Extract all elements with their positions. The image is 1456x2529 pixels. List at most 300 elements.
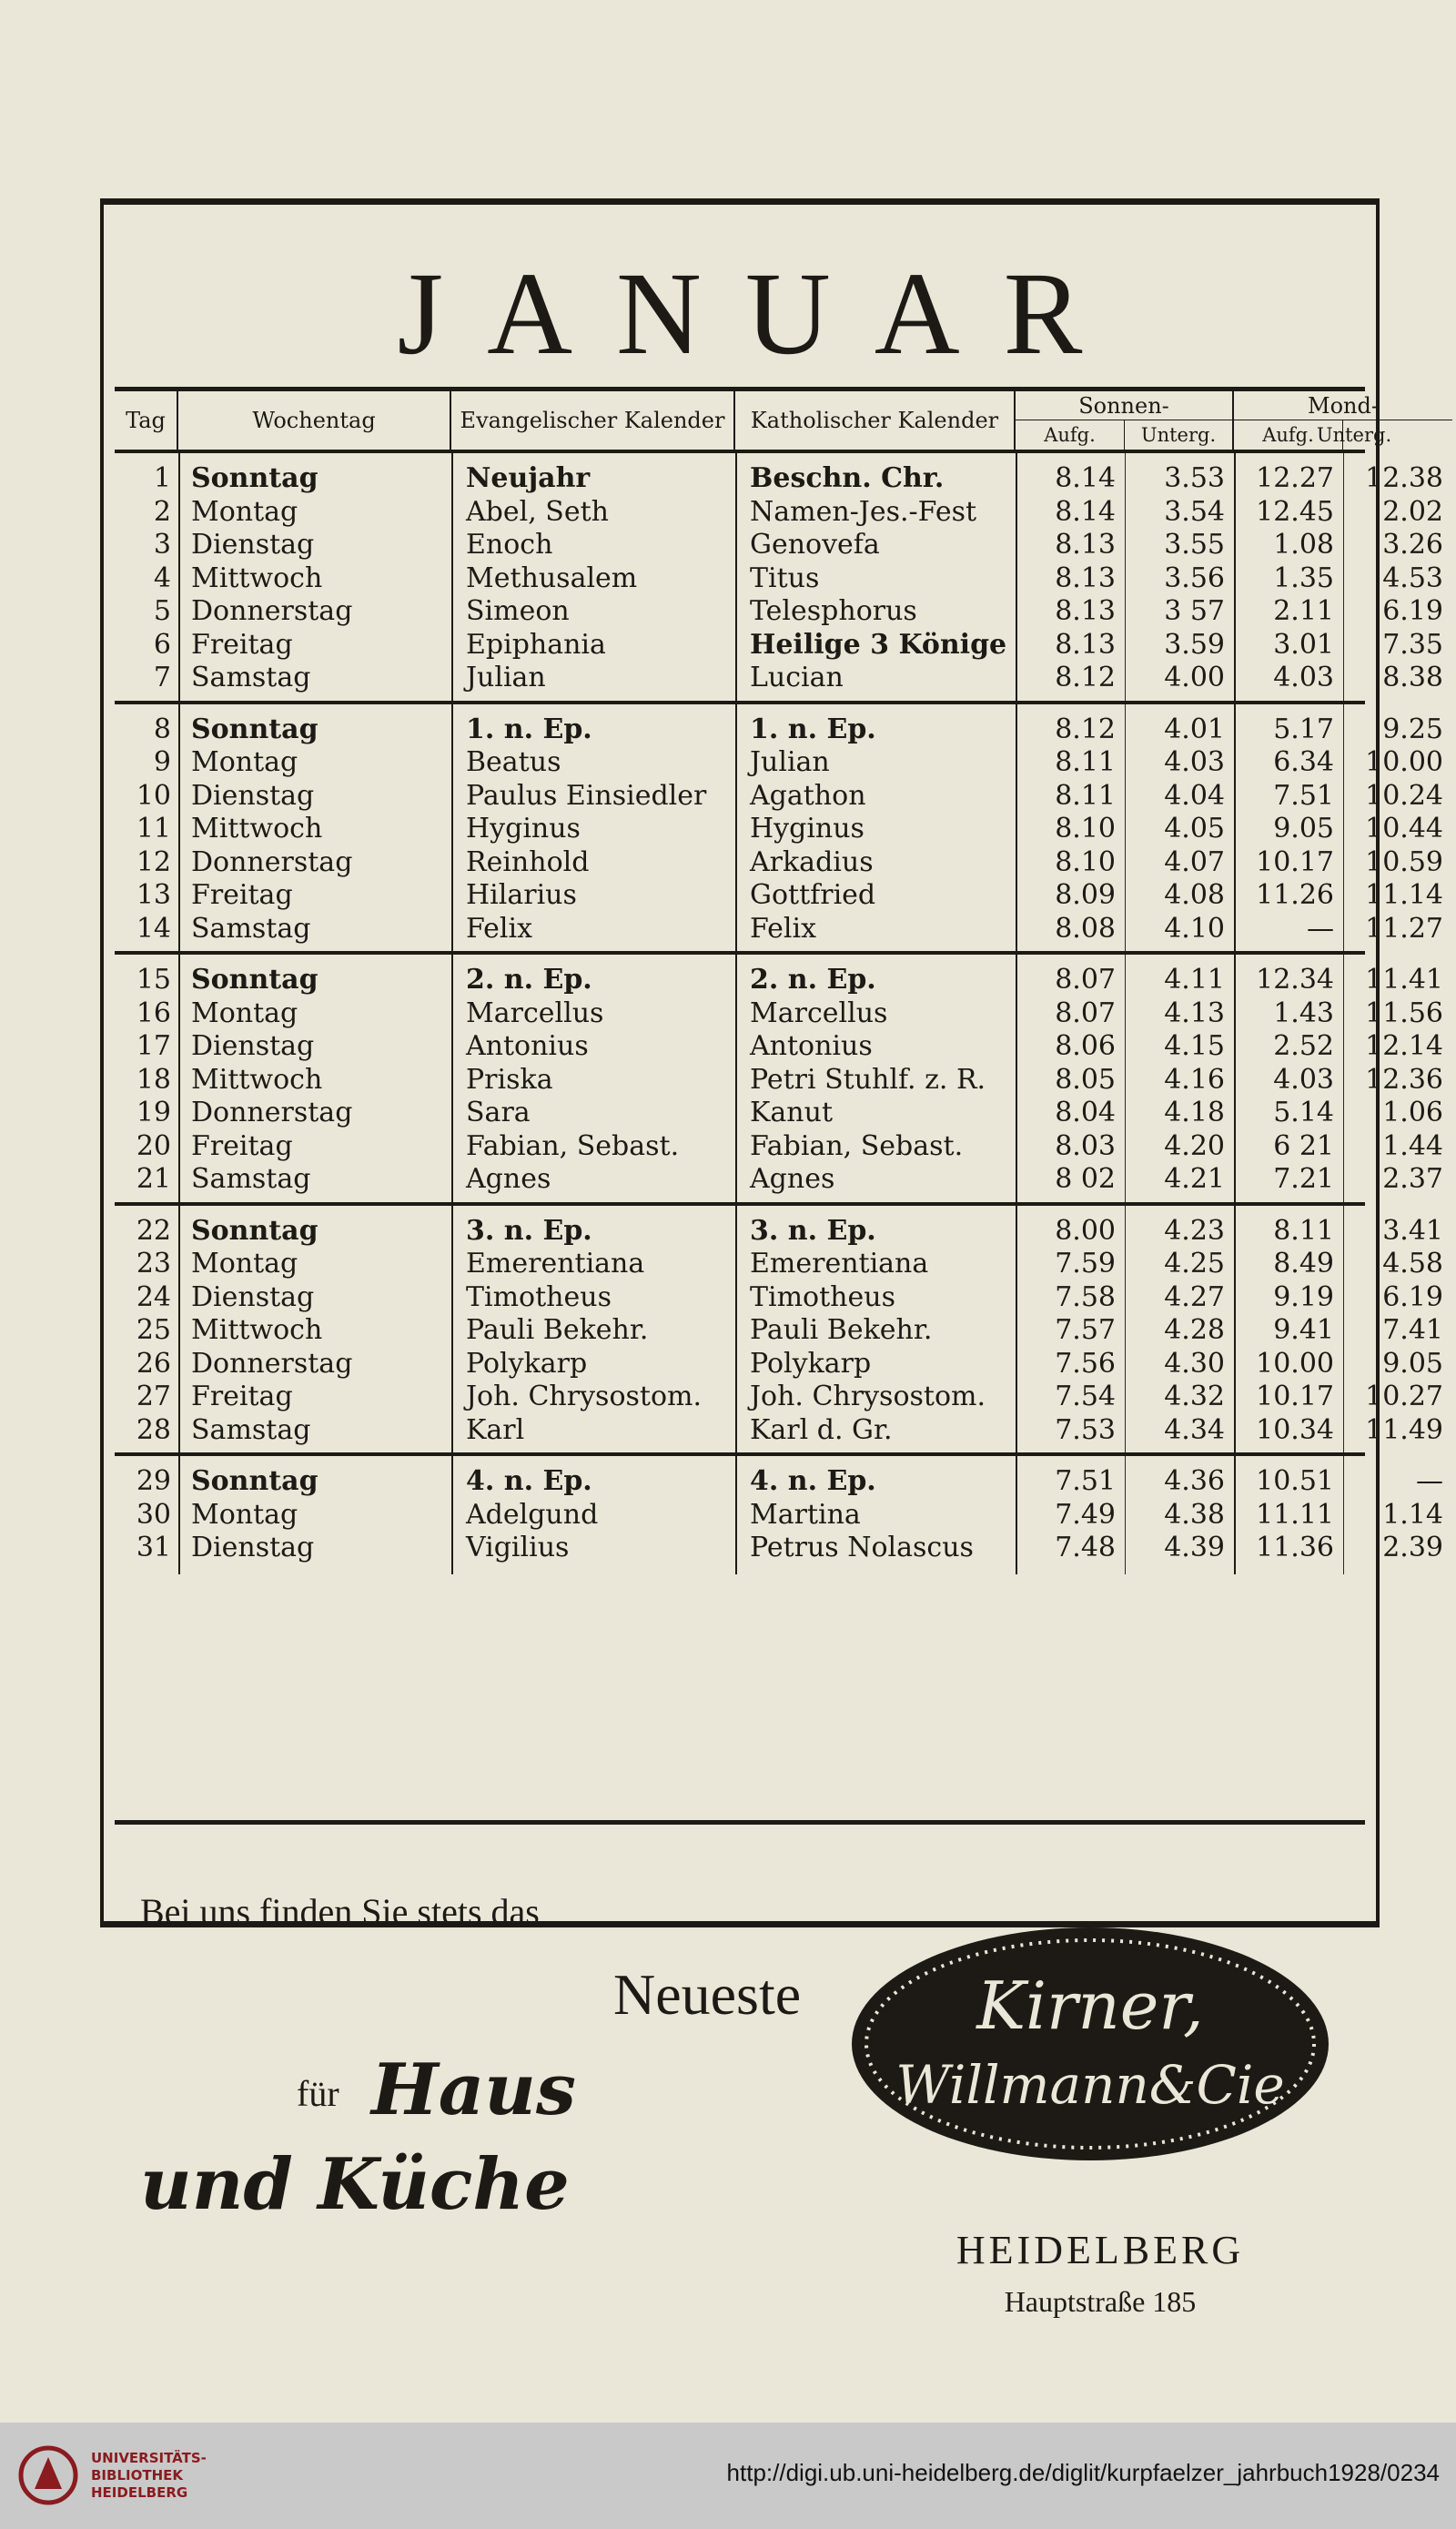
cell-ev: Paulus Einsiedler	[466, 779, 707, 812]
cell-ma: 2.52	[1273, 1030, 1334, 1062]
cell-sa: 8 02	[1055, 1163, 1116, 1195]
kirner-willmann-logo	[844, 1921, 1336, 2167]
week-block	[115, 1456, 1443, 1574]
cell-sa: 7.58	[1055, 1280, 1116, 1313]
table-row	[115, 495, 1443, 530]
cell-weekday: Mittwoch	[191, 1063, 323, 1096]
cell-ma: 2.11	[1273, 595, 1334, 627]
cell-day: 15	[136, 964, 171, 996]
cell-kath: Polykarp	[750, 1347, 872, 1380]
cell-kath: Timotheus	[750, 1280, 895, 1313]
cell-ma: 9.19	[1273, 1280, 1334, 1313]
cell-ma: 10.51	[1256, 1465, 1334, 1497]
cell-sa: 8.07	[1055, 964, 1116, 996]
cell-weekday: Mittwoch	[191, 1314, 323, 1346]
cell-day: 30	[136, 1498, 171, 1531]
table-row	[115, 1532, 1443, 1565]
cell-mu: 6.19	[1382, 1280, 1443, 1313]
cell-day: 10	[136, 779, 171, 812]
cell-sa: 8.13	[1055, 561, 1116, 594]
cell-kath: Felix	[750, 912, 817, 945]
cell-ma: 4.03	[1273, 1063, 1334, 1096]
cell-kath: Beschn. Chr.	[750, 462, 945, 494]
cell-kath: Telesphorus	[750, 595, 917, 627]
cell-ev: Neujahr	[466, 462, 591, 494]
cell-ev: Sara	[466, 1097, 531, 1128]
viewer-footer	[0, 2423, 1456, 2529]
cell-mu: 11.49	[1365, 1413, 1443, 1446]
cell-ev: Agnes	[466, 1163, 551, 1195]
cell-ev: Polykarp	[466, 1347, 588, 1380]
cell-day: 12	[136, 845, 171, 878]
table-row	[115, 879, 1443, 913]
cell-weekday: Mittwoch	[191, 813, 323, 845]
cell-weekday: Montag	[191, 746, 298, 778]
ad-intro-text: Bei uns finden Sie stets das	[140, 1891, 540, 1932]
cell-su: 4.15	[1164, 1030, 1225, 1062]
cell-weekday: Montag	[191, 495, 298, 528]
cell-kath: 2. n. Ep.	[750, 964, 876, 996]
table-row	[115, 912, 1443, 946]
cell-ma: 5.17	[1273, 713, 1334, 745]
table-row	[115, 1465, 1443, 1499]
cell-day: 22	[136, 1214, 171, 1247]
advertisement	[104, 1834, 1376, 2318]
calendar-table	[115, 387, 1443, 1825]
cell-mu: —	[1416, 1465, 1443, 1497]
cell-day: 28	[136, 1413, 171, 1446]
cell-day: 11	[136, 813, 171, 845]
table-row	[115, 1030, 1443, 1064]
week-block	[115, 955, 1443, 1206]
cell-ma: 6 21	[1273, 1129, 1334, 1162]
cell-kath: Arkadius	[750, 845, 874, 878]
cell-su: 3.59	[1164, 628, 1225, 661]
week-block	[115, 453, 1443, 704]
cell-day: 24	[136, 1280, 171, 1313]
cell-su: 4.38	[1164, 1498, 1225, 1531]
cell-sa: 7.56	[1055, 1347, 1116, 1380]
cell-sa: 8.14	[1055, 462, 1116, 494]
table-row	[115, 845, 1443, 880]
cell-su: 4.32	[1164, 1381, 1225, 1412]
cell-day: 25	[136, 1314, 171, 1346]
cell-sa: 8.12	[1055, 713, 1116, 745]
cell-weekday: Montag	[191, 1498, 298, 1531]
cell-ma: 9.05	[1273, 813, 1334, 845]
cell-kath: 1. n. Ep.	[750, 713, 876, 745]
cell-ma: 11.36	[1256, 1532, 1334, 1563]
table-row	[115, 1280, 1443, 1315]
cell-ev: Adelgund	[466, 1498, 599, 1531]
cell-su: 4.04	[1164, 779, 1225, 812]
cell-kath: Agnes	[750, 1163, 835, 1195]
table-row	[115, 1498, 1443, 1533]
cell-day: 19	[136, 1097, 171, 1128]
table-row	[115, 561, 1443, 596]
cell-mu: 12.36	[1365, 1063, 1443, 1096]
cell-day: 31	[136, 1532, 171, 1563]
cell-kath: Hyginus	[750, 813, 864, 845]
cell-day: 23	[136, 1248, 171, 1280]
table-row	[115, 813, 1443, 846]
cell-ev: Reinhold	[466, 845, 590, 878]
cell-weekday: Donnerstag	[191, 1097, 353, 1128]
cell-mu: 11.27	[1365, 912, 1443, 945]
cell-mu: 2.37	[1382, 1163, 1443, 1195]
table-row	[115, 1097, 1443, 1130]
cell-ma: 6.34	[1273, 746, 1334, 778]
cell-mu: 9.25	[1382, 713, 1443, 745]
cell-ev: Marcellus	[466, 996, 604, 1029]
cell-weekday: Dienstag	[191, 1280, 315, 1313]
cell-weekday: Samstag	[191, 912, 311, 945]
cell-weekday: Donnerstag	[191, 595, 353, 627]
cell-day: 9	[153, 746, 171, 778]
cell-mu: 1.14	[1382, 1498, 1443, 1531]
cell-mu: 1.06	[1382, 1097, 1443, 1128]
cell-ev: Joh. Chrysostom.	[466, 1381, 702, 1412]
cell-ma: 4.03	[1273, 662, 1334, 693]
cell-sa: 8.04	[1055, 1097, 1116, 1128]
cell-sa: 8.14	[1055, 495, 1116, 528]
cell-day: 29	[136, 1465, 171, 1497]
library-name	[91, 2450, 207, 2502]
cell-mu: 10.24	[1365, 779, 1443, 812]
cell-sa: 7.54	[1055, 1381, 1116, 1412]
cell-kath: Marcellus	[750, 996, 888, 1029]
cell-weekday: Sonntag	[191, 964, 318, 996]
cell-su: 3.55	[1164, 529, 1225, 561]
cell-ev: Vigilius	[466, 1532, 570, 1563]
cell-ev: Priska	[466, 1063, 553, 1096]
cell-sa: 8.07	[1055, 996, 1116, 1029]
ad-fuer-text: für	[297, 2073, 339, 2114]
cell-day: 16	[136, 996, 171, 1029]
cell-kath: Karl d. Gr.	[750, 1413, 893, 1446]
cell-day: 27	[136, 1381, 171, 1412]
cell-sa: 8.08	[1055, 912, 1116, 945]
cell-kath: Emerentiana	[750, 1248, 929, 1280]
cell-ev: Methusalem	[466, 561, 638, 594]
cell-mu: 6.19	[1382, 595, 1443, 627]
cell-su: 3.53	[1164, 462, 1225, 494]
cell-day: 26	[136, 1347, 171, 1380]
cell-mu: 4.58	[1382, 1248, 1443, 1280]
cell-kath: Titus	[750, 561, 820, 594]
table-header	[115, 391, 1392, 453]
cell-mu: 7.35	[1382, 628, 1443, 661]
table-row	[115, 1129, 1443, 1164]
cell-su: 4.08	[1164, 879, 1225, 911]
table-row	[115, 529, 1443, 562]
cell-weekday: Dienstag	[191, 1030, 315, 1062]
cell-mu: 12.38	[1365, 462, 1443, 494]
cell-kath: Agathon	[750, 779, 866, 812]
ad-street-text: Hauptstraße 185	[1004, 2285, 1197, 2318]
table-row	[115, 1347, 1443, 1381]
cell-su: 4.10	[1164, 912, 1225, 945]
cell-ma: 11.11	[1256, 1498, 1334, 1531]
cell-sa: 8.12	[1055, 662, 1116, 693]
cell-weekday: Freitag	[191, 628, 293, 661]
cell-ma: —	[1307, 912, 1334, 945]
cell-ev: Abel, Seth	[466, 495, 609, 528]
cell-mu: 10.27	[1365, 1381, 1443, 1412]
cell-weekday: Freitag	[191, 879, 293, 911]
ad-neueste-text: Neueste	[613, 1962, 802, 2027]
cell-day: 1	[153, 462, 171, 494]
cell-kath: Julian	[750, 746, 830, 778]
cell-mu: 10.59	[1365, 845, 1443, 878]
cell-weekday: Samstag	[191, 1163, 311, 1195]
cell-ev: Karl	[466, 1413, 525, 1446]
cell-day: 6	[153, 628, 171, 661]
cell-sa: 8.13	[1055, 595, 1116, 627]
cell-mu: 7.41	[1382, 1314, 1443, 1346]
cell-ma: 10.34	[1256, 1413, 1334, 1446]
cell-day: 14	[136, 912, 171, 945]
cell-sa: 7.48	[1055, 1532, 1116, 1563]
table-row	[115, 1063, 1443, 1098]
cell-mu: 9.05	[1382, 1347, 1443, 1380]
cell-su: 4.30	[1164, 1347, 1225, 1380]
header-evangelisch: Evangelischer Kalender	[451, 391, 735, 450]
cell-sa: 8.10	[1055, 813, 1116, 845]
cell-su: 4.21	[1164, 1163, 1225, 1195]
table-row	[115, 713, 1443, 747]
cell-kath: Pauli Bekehr.	[750, 1314, 933, 1346]
library-name-line1: UNIVERSITÄTS-	[91, 2450, 207, 2466]
cell-sa: 8.03	[1055, 1129, 1116, 1162]
cell-weekday: Freitag	[191, 1381, 293, 1412]
cell-ev: Simeon	[466, 595, 570, 627]
cell-ev: Beatus	[466, 746, 561, 778]
cell-ma: 7.51	[1273, 779, 1334, 812]
cell-kath: Genovefa	[750, 529, 880, 561]
table-row	[115, 1314, 1443, 1348]
table-row	[115, 462, 1443, 496]
cell-su: 4.05	[1164, 813, 1225, 845]
cell-ma: 9.41	[1273, 1314, 1334, 1346]
cell-sa: 8.00	[1055, 1214, 1116, 1247]
cell-weekday: Mittwoch	[191, 561, 323, 594]
table-row	[115, 1163, 1443, 1197]
table-row	[115, 1248, 1443, 1281]
cell-day: 20	[136, 1129, 171, 1162]
cell-su: 4.36	[1164, 1465, 1225, 1497]
cell-kath: Petrus Nolascus	[750, 1532, 974, 1563]
cell-mu: 10.44	[1365, 813, 1443, 845]
library-name-line2: BIBLIOTHEK	[91, 2467, 183, 2483]
cell-sa: 7.51	[1055, 1465, 1116, 1497]
cell-day: 7	[153, 662, 171, 693]
cell-mu: 11.41	[1365, 964, 1443, 996]
cell-sa: 8.11	[1055, 779, 1116, 812]
cell-ma: 12.27	[1256, 462, 1334, 494]
week-block	[115, 704, 1443, 956]
cell-weekday: Sonntag	[191, 1214, 318, 1247]
cell-ma: 1.08	[1273, 529, 1334, 561]
cell-ma: 8.49	[1273, 1248, 1334, 1280]
cell-weekday: Samstag	[191, 1413, 311, 1446]
header-katholisch: Katholischer Kalender	[735, 391, 1016, 450]
cell-mu: 11.14	[1365, 879, 1443, 911]
cell-kath: Antonius	[750, 1030, 873, 1062]
cell-ma: 7.21	[1273, 1163, 1334, 1195]
cell-kath: Joh. Chrysostom.	[750, 1381, 986, 1412]
table-row	[115, 1413, 1443, 1448]
cell-mu: 12.14	[1365, 1030, 1443, 1062]
header-sonnen-aufg: Aufg.	[1016, 420, 1125, 450]
ad-haus-text: Haus	[371, 2048, 576, 2131]
cell-mu: 2.02	[1382, 495, 1443, 528]
cell-weekday: Montag	[191, 1248, 298, 1280]
cell-weekday: Sonntag	[191, 1465, 318, 1497]
cell-weekday: Montag	[191, 996, 298, 1029]
cell-ev: Timotheus	[466, 1280, 612, 1313]
cell-day: 2	[153, 495, 171, 528]
cell-weekday: Dienstag	[191, 529, 315, 561]
cell-ma: 10.00	[1256, 1347, 1334, 1380]
cell-ma: 5.14	[1273, 1097, 1334, 1128]
cell-ev: Julian	[466, 662, 546, 693]
cell-ma: 8.11	[1273, 1214, 1334, 1247]
cell-ev: Enoch	[466, 529, 553, 561]
cell-su: 4.23	[1164, 1214, 1225, 1247]
header-wochentag: Wochentag	[178, 391, 451, 450]
cell-weekday: Sonntag	[191, 462, 318, 494]
cell-mu: 3.26	[1382, 529, 1443, 561]
cell-kath: Martina	[750, 1498, 861, 1531]
cell-su: 4.00	[1164, 662, 1225, 693]
cell-ma: 11.26	[1256, 879, 1334, 911]
cell-kath: Lucian	[750, 662, 844, 693]
week-block	[115, 1206, 1443, 1457]
cell-weekday: Donnerstag	[191, 1347, 353, 1380]
cell-day: 4	[153, 561, 171, 594]
cell-weekday: Sonntag	[191, 713, 318, 745]
cell-su: 4.27	[1164, 1280, 1225, 1313]
cell-su: 4.34	[1164, 1413, 1225, 1446]
cell-su: 3 57	[1164, 595, 1225, 627]
cell-ma: 1.35	[1273, 561, 1334, 594]
table-row	[115, 595, 1443, 629]
cell-day: 5	[153, 595, 171, 627]
table-row	[115, 996, 1443, 1031]
cell-ev: Hilarius	[466, 879, 577, 911]
cell-weekday: Dienstag	[191, 1532, 315, 1563]
cell-kath: Kanut	[750, 1097, 833, 1128]
cell-kath: Heilige 3 Könige	[750, 628, 1007, 661]
cell-mu: 10.00	[1365, 746, 1443, 778]
cell-ma: 10.17	[1256, 845, 1334, 878]
cell-su: 3.54	[1164, 495, 1225, 528]
ad-kueche-text: und Küche	[140, 2143, 570, 2226]
cell-su: 4.28	[1164, 1314, 1225, 1346]
cell-day: 17	[136, 1030, 171, 1062]
header-mond-aufg: Aufg.	[1234, 420, 1343, 450]
cell-sa: 8.09	[1055, 879, 1116, 911]
cell-kath: Petri Stuhlf. z. R.	[750, 1063, 986, 1096]
table-row	[115, 746, 1443, 780]
cell-day: 21	[136, 1163, 171, 1195]
cell-sa: 7.57	[1055, 1314, 1116, 1346]
cell-su: 4.01	[1164, 713, 1225, 745]
cell-day: 18	[136, 1063, 171, 1096]
cell-day: 3	[153, 529, 171, 561]
cell-ma: 3.01	[1273, 628, 1334, 661]
cell-ev: Hyginus	[466, 813, 581, 845]
cell-weekday: Dienstag	[191, 779, 315, 812]
cell-su: 4.16	[1164, 1063, 1225, 1096]
cell-ev: Felix	[466, 912, 533, 945]
cell-ev: 3. n. Ep.	[466, 1214, 592, 1247]
heidelberg-library-seal-icon	[16, 2439, 80, 2512]
table-row	[115, 628, 1443, 663]
cell-mu: 8.38	[1382, 662, 1443, 693]
cell-sa: 7.59	[1055, 1248, 1116, 1280]
table-row	[115, 1214, 1443, 1249]
header-tag: Tag	[115, 391, 178, 450]
table-row	[115, 779, 1443, 814]
header-sonnen-unterg: Unterg.	[1125, 420, 1234, 450]
cell-ev: Emerentiana	[466, 1248, 645, 1280]
library-name-line3: HEIDELBERG	[91, 2484, 188, 2501]
cell-ev: 2. n. Ep.	[466, 964, 592, 996]
cell-kath: 3. n. Ep.	[750, 1214, 876, 1247]
cell-su: 4.11	[1164, 964, 1225, 996]
cell-ev: Antonius	[466, 1030, 589, 1062]
cell-ma: 12.34	[1256, 964, 1334, 996]
cell-sa: 8.13	[1055, 529, 1116, 561]
cell-ev: Pauli Bekehr.	[466, 1314, 649, 1346]
cell-ma: 10.17	[1256, 1381, 1334, 1412]
cell-sa: 7.53	[1055, 1413, 1116, 1446]
table-row	[115, 1381, 1443, 1414]
cell-day: 13	[136, 879, 171, 911]
header-mond-unterg: Unterg.	[1316, 424, 1392, 446]
cell-ma: 1.43	[1273, 996, 1334, 1029]
cell-sa: 8.05	[1055, 1063, 1116, 1096]
cell-kath: 4. n. Ep.	[750, 1465, 876, 1497]
month-title: JANUAR	[397, 248, 1127, 379]
cell-day: 8	[153, 713, 171, 745]
table-row	[115, 964, 1443, 997]
cell-su: 4.39	[1164, 1532, 1225, 1563]
cell-mu: 1.44	[1382, 1129, 1443, 1162]
cell-ev: 1. n. Ep.	[466, 713, 592, 745]
cell-ma: 12.45	[1256, 495, 1334, 528]
cell-sa: 8.11	[1055, 746, 1116, 778]
cell-su: 4.07	[1164, 845, 1225, 878]
cell-su: 4.18	[1164, 1097, 1225, 1128]
header-sonnen: Sonnen-	[1016, 391, 1234, 420]
cell-kath: Namen-Jes.-Fest	[750, 495, 977, 528]
cell-ev: Epiphania	[466, 628, 606, 661]
cell-mu: 11.56	[1365, 996, 1443, 1029]
cell-weekday: Freitag	[191, 1129, 293, 1162]
cell-su: 4.20	[1164, 1129, 1225, 1162]
cell-ev: Fabian, Sebast.	[466, 1129, 680, 1162]
cell-mu: 3.41	[1382, 1214, 1443, 1247]
cell-weekday: Samstag	[191, 662, 311, 693]
source-url-link[interactable]: http://digi.ub.uni-heidelberg.de/diglit/kurpfaelzer_jahrbuch1928/0234	[726, 2459, 1440, 2486]
cell-ev: 4. n. Ep.	[466, 1465, 592, 1497]
calendar-frame	[100, 198, 1443, 2318]
logo-line1: Kirner,	[976, 1968, 1204, 2044]
cell-sa: 8.13	[1055, 628, 1116, 661]
